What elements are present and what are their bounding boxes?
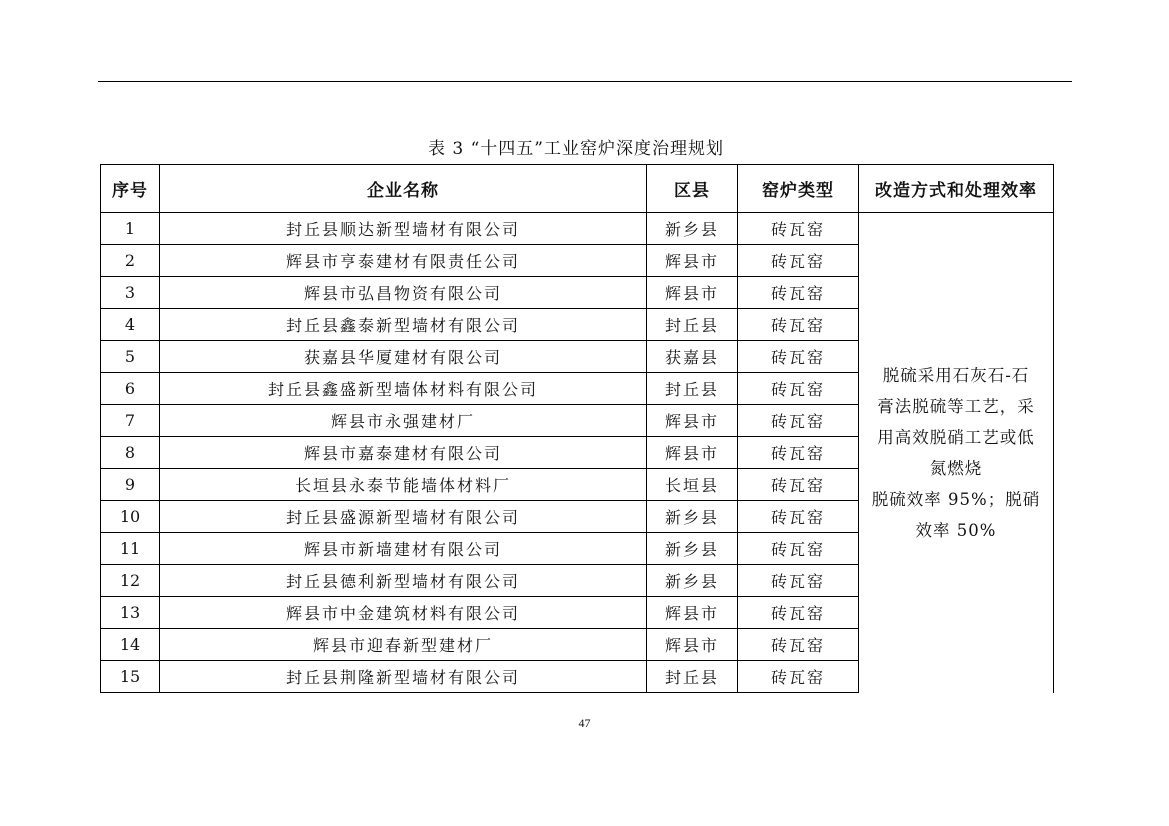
cell-county: 新乡县 xyxy=(647,501,738,533)
cell-index: 4 xyxy=(101,309,160,341)
cell-company: 辉县市亨泰建材有限责任公司 xyxy=(160,245,647,277)
cell-company: 封丘县荆隆新型墙材有限公司 xyxy=(160,661,647,693)
cell-index: 9 xyxy=(101,469,160,501)
cell-kiln-type: 砖瓦窑 xyxy=(738,437,859,469)
cell-county: 长垣县 xyxy=(647,469,738,501)
cell-county: 辉县市 xyxy=(647,597,738,629)
cell-index: 6 xyxy=(101,373,160,405)
method-line: 膏法脱硫等工艺，采 xyxy=(877,396,1035,416)
cell-index: 15 xyxy=(101,661,160,693)
cell-county: 辉县市 xyxy=(647,245,738,277)
method-line: 脱硫效率 95%；脱硝 xyxy=(871,489,1041,509)
cell-county: 辉县市 xyxy=(647,629,738,661)
cell-index: 12 xyxy=(101,565,160,597)
method-line: 用高效脱硝工艺或低 xyxy=(877,427,1035,447)
cell-company: 封丘县盛源新型墙材有限公司 xyxy=(160,501,647,533)
table-body xyxy=(101,213,1054,693)
cell-index: 14 xyxy=(101,629,160,661)
cell-company: 封丘县鑫盛新型墙体材料有限公司 xyxy=(160,373,647,405)
cell-county: 获嘉县 xyxy=(647,341,738,373)
cell-company: 辉县市永强建材厂 xyxy=(160,405,647,437)
cell-method-merged xyxy=(859,213,1054,693)
header-method: 改造方式和处理效率 xyxy=(859,165,1054,213)
cell-county: 辉县市 xyxy=(647,405,738,437)
kiln-governance-table xyxy=(100,164,1054,693)
cell-county: 新乡县 xyxy=(647,533,738,565)
cell-kiln-type: 砖瓦窑 xyxy=(738,405,859,437)
cell-kiln-type: 砖瓦窑 xyxy=(738,309,859,341)
cell-company: 辉县市新墙建材有限公司 xyxy=(160,533,647,565)
cell-company: 辉县市弘昌物资有限公司 xyxy=(160,277,647,309)
cell-index: 11 xyxy=(101,533,160,565)
cell-kiln-type: 砖瓦窑 xyxy=(738,245,859,277)
cell-kiln-type: 砖瓦窑 xyxy=(738,629,859,661)
cell-company: 封丘县鑫泰新型墙材有限公司 xyxy=(160,309,647,341)
cell-company: 封丘县德利新型墙材有限公司 xyxy=(160,565,647,597)
header-kiln-type: 窑炉类型 xyxy=(738,165,859,213)
header-company: 企业名称 xyxy=(160,165,647,213)
cell-index: 3 xyxy=(101,277,160,309)
cell-index: 8 xyxy=(101,437,160,469)
cell-index: 1 xyxy=(101,213,160,245)
cell-company: 封丘县顺达新型墙材有限公司 xyxy=(160,213,647,245)
cell-county: 封丘县 xyxy=(647,309,738,341)
cell-county: 辉县市 xyxy=(647,277,738,309)
cell-kiln-type: 砖瓦窑 xyxy=(738,597,859,629)
cell-kiln-type: 砖瓦窑 xyxy=(738,661,859,693)
cell-index: 13 xyxy=(101,597,160,629)
cell-company: 辉县市迎春新型建材厂 xyxy=(160,629,647,661)
cell-county: 辉县市 xyxy=(647,437,738,469)
cell-kiln-type: 砖瓦窑 xyxy=(738,341,859,373)
cell-county: 新乡县 xyxy=(647,213,738,245)
header-rule xyxy=(98,81,1072,82)
method-line: 脱硫采用石灰石-石 xyxy=(882,365,1030,385)
cell-kiln-type: 砖瓦窑 xyxy=(738,373,859,405)
cell-kiln-type: 砖瓦窑 xyxy=(738,565,859,597)
cell-kiln-type: 砖瓦窑 xyxy=(738,277,859,309)
cell-index: 10 xyxy=(101,501,160,533)
method-line: 氮燃烧 xyxy=(929,458,983,478)
cell-index: 5 xyxy=(101,341,160,373)
cell-county: 封丘县 xyxy=(647,373,738,405)
method-line: 效率 50% xyxy=(915,520,997,540)
table-header-row xyxy=(101,165,1054,213)
cell-company: 辉县市嘉泰建材有限公司 xyxy=(160,437,647,469)
cell-kiln-type: 砖瓦窑 xyxy=(738,533,859,565)
cell-kiln-type: 砖瓦窑 xyxy=(738,469,859,501)
cell-company: 辉县市中金建筑材料有限公司 xyxy=(160,597,647,629)
cell-county: 封丘县 xyxy=(647,661,738,693)
page-number: 47 xyxy=(578,716,591,730)
table-row xyxy=(101,213,1054,245)
header-county: 区县 xyxy=(647,165,738,213)
cell-index: 7 xyxy=(101,405,160,437)
cell-kiln-type: 砖瓦窑 xyxy=(738,501,859,533)
cell-company: 获嘉县华厦建材有限公司 xyxy=(160,341,647,373)
table-caption: 表 3 “十四五”工业窑炉深度治理规划 xyxy=(427,139,724,159)
cell-county: 新乡县 xyxy=(647,565,738,597)
cell-index: 2 xyxy=(101,245,160,277)
cell-company: 长垣县永泰节能墙体材料厂 xyxy=(160,469,647,501)
cell-kiln-type: 砖瓦窑 xyxy=(738,213,859,245)
header-index: 序号 xyxy=(101,165,160,213)
